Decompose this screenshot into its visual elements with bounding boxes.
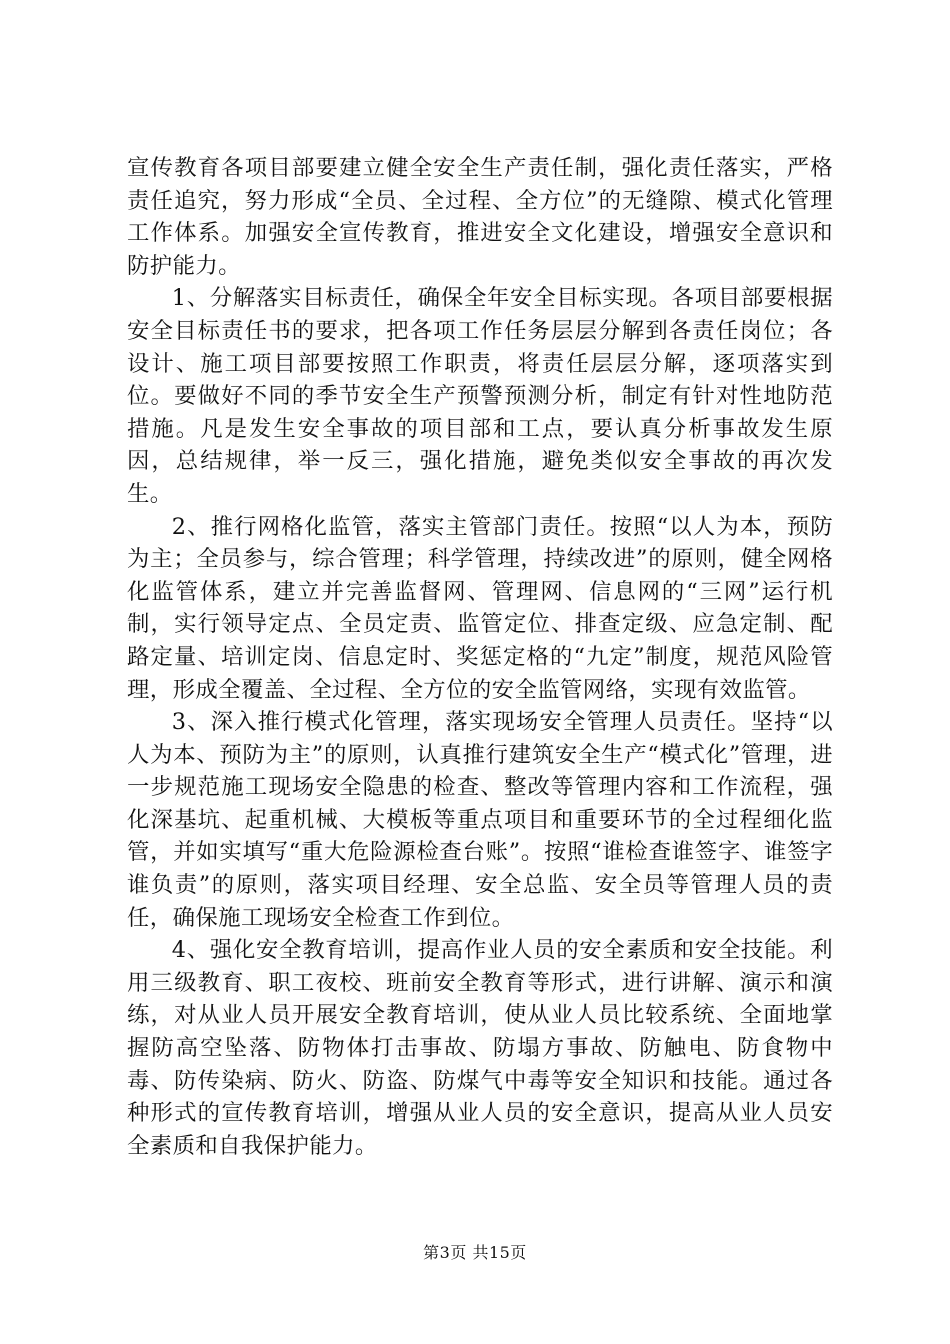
paragraph-item-4: 4、强化安全教育培训，提高作业人员的安全素质和安全技能。利用三级教育、职工夜校、班前安全教育等形式，进行讲解、演示和演练，对从业人员开展安全教育培训，使从业人员比较系统、全面地掌握防高空坠落、防物体打击事故、防塌方事故、防触电、防食物中毒、防传染病、防火、防盗、防煤气中毒等安全知识和技能。通过各种形式的宣传教育培训，增强从业人员的安全意识，提高从业人员安全素质和自我保护能力。 xyxy=(127,937,833,1159)
paragraph-intro: 宣传教育各项目部要建立健全安全生产责任制，强化责任落实，严格责任追究，努力形成“全员、全过程、全方位”的无缝隙、模式化管理工作体系。加强安全宣传教育，推进安全文化建设，增强安全意识和防护能力。 xyxy=(127,155,833,279)
paragraph-item-2: 2、推行网格化监管，落实主管部门责任。按照“以人为本，预防为主；全员参与，综合管理；科学管理，持续改进”的原则，健全网格化监管体系，建立并完善监督网、管理网、信息网的“三网”运行机制，实行领导定点、全员定责、监管定位、排查定级、应急定制、配路定量、培训定岗、信息定时、奖惩定格的“九定”制度，规范风险管理，形成全覆盖、全过程、全方位的安全监管网络，实现有效监管。 xyxy=(127,513,833,703)
document-body xyxy=(127,152,833,1162)
paragraph-item-3: 3、深入推行模式化管理，落实现场安全管理人员责任。坚持“以人为本、预防为主”的原则，认真推行建筑安全生产“模式化”管理，进一步规范施工现场安全隐患的检查、整改等管理内容和工作流程，强化深基坑、起重机械、大模板等重点项目和重要环节的全过程细化监管，并如实填写“重大危险源检查台账”。按照“谁检查谁签字、谁签字谁负责”的原则，落实项目经理、安全总监、安全员等管理人员的责任，确保施工现场安全检查工作到位。 xyxy=(127,709,833,931)
page-number: 第3页 共15页 xyxy=(423,1243,527,1262)
page-footer xyxy=(0,1243,950,1263)
paragraph-item-1: 1、分解落实目标责任，确保全年安全目标实现。各项目部要根据安全目标责任书的要求，把各项工作任务层层分解到各责任岗位；各设计、施工项目部要按照工作职责，将责任层层分解，逐项落实到位。要做好不同的季节安全生产预警预测分析，制定有针对性地防范措施。凡是发生安全事故的项目部和工点，要认真分析事故发生原因，总结规律，举一反三，强化措施，避免类似安全事故的再次发生。 xyxy=(127,285,833,507)
